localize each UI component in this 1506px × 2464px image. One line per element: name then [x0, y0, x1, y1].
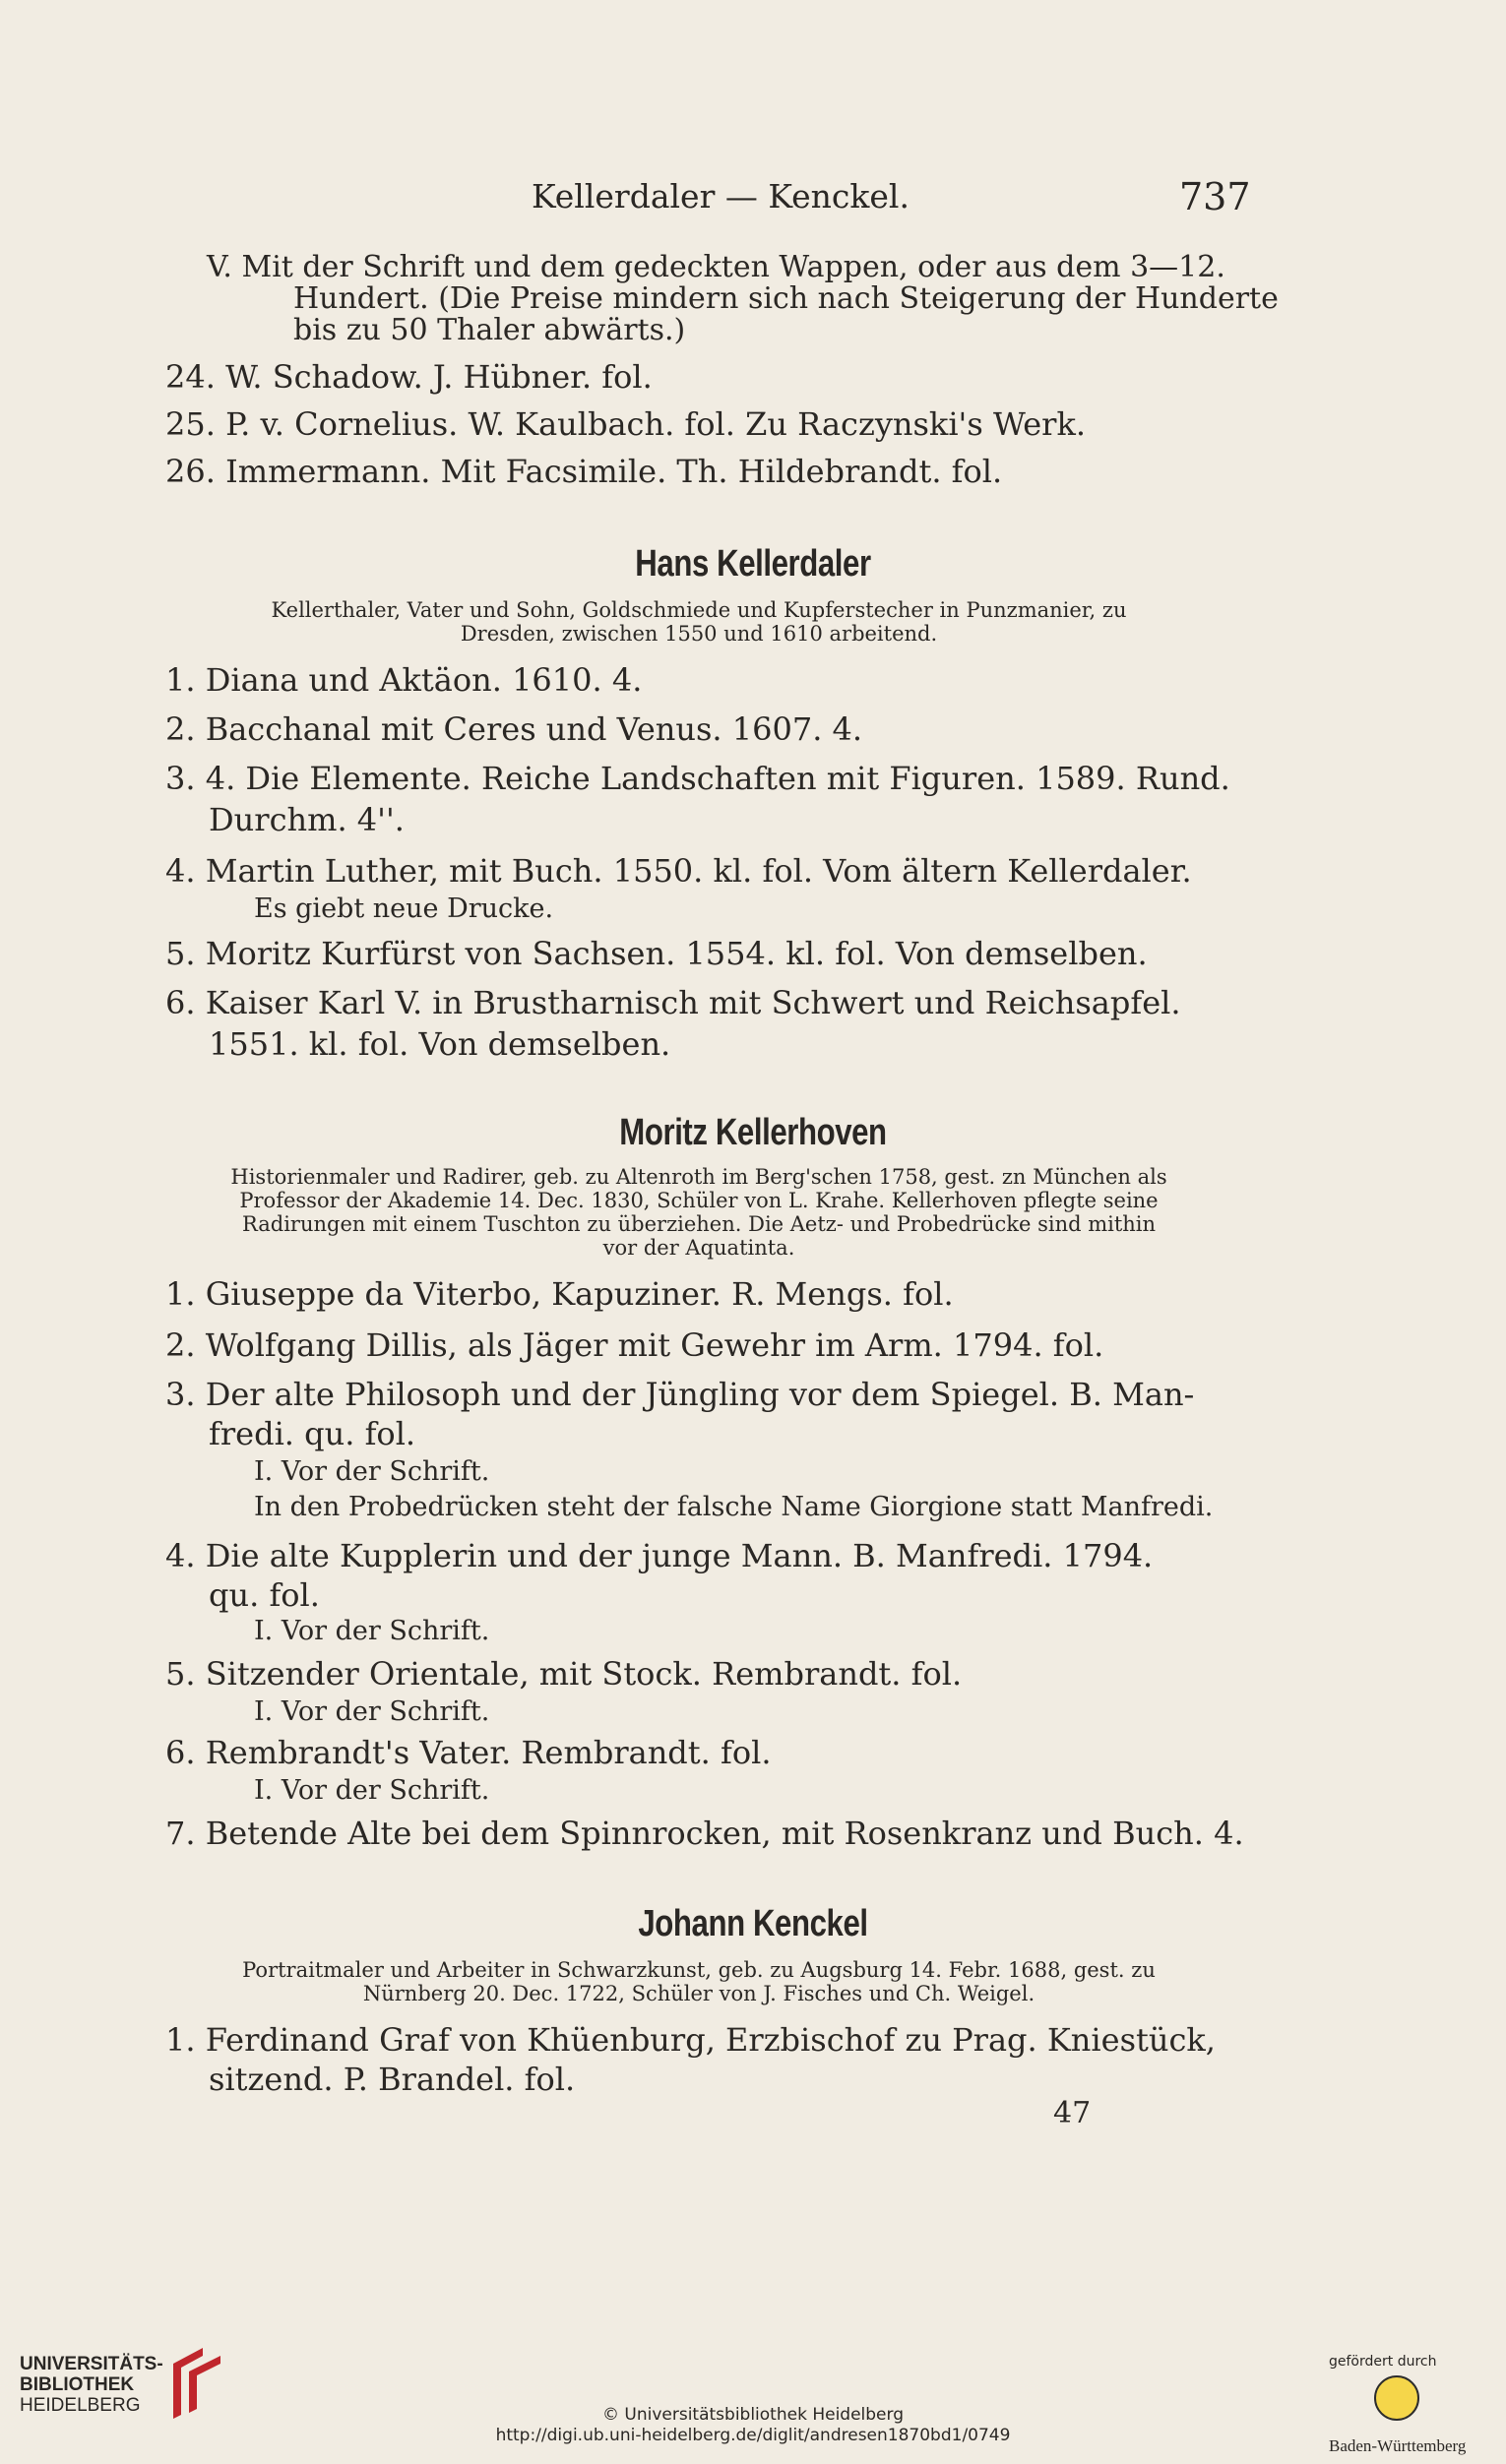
note-line: I. Vor der Schrift.: [254, 1456, 490, 1487]
text-line: 1551. kl. fol. Von demselben.: [209, 1025, 671, 1063]
list-item: 1. Ferdinand Graf von Khüenburg, Erzbischof zu Prag. Kniestück,: [165, 2021, 1216, 2059]
bio-line: Portraitmaler und Arbeiter in Schwarzkunst, geb. zu Augsburg 14. Febr. 1688, gest. zu: [242, 1958, 1156, 1982]
text-line: sitzend. P. Brandel. fol.: [209, 2061, 576, 2098]
copyright-text: © Universitätsbibliothek Heidelberg: [601, 2405, 904, 2425]
list-item: 2. Wolfgang Dillis, als Jäger mit Gewehr im Arm. 1794. fol.: [165, 1326, 1104, 1364]
coat-of-arms-icon: [1374, 2375, 1419, 2421]
permalink[interactable]: http://digi.ub.uni-heidelberg.de/diglit/andresen1870bd1/0749: [495, 2426, 1011, 2445]
text-line: V. Mit der Schrift und dem gedeckten Wappen, oder aus dem 3—12.: [207, 250, 1225, 284]
bio-line: vor der Aquatinta.: [602, 1236, 795, 1260]
bio-line: Kellerthaler, Vater und Sohn, Goldschmiede und Kupferstecher in Punzmanier, zu: [271, 598, 1127, 622]
bio-line: Radirungen mit einem Tuschton zu überziehen. Die Aetz- und Probedrücke sind mithin: [241, 1212, 1157, 1236]
list-item: 3. Der alte Philosoph und der Jüngling vor dem Spiegel. B. Man-: [165, 1376, 1195, 1413]
list-item: 2. Bacchanal mit Ceres und Venus. 1607. 4.: [165, 710, 863, 748]
list-item: 6. Kaiser Karl V. in Brustharnisch mit Schwert und Reichsapfel.: [165, 984, 1181, 1021]
note-line: I. Vor der Schrift.: [254, 1616, 490, 1646]
list-item: 26. Immermann. Mit Facsimile. Th. Hildebrandt. fol.: [165, 453, 1003, 490]
text-line: qu. fol.: [209, 1576, 320, 1614]
section-heading: Hans Kellerdaler: [635, 543, 871, 585]
footer-credits: [0, 2405, 1506, 2446]
list-item: 1. Giuseppe da Viterbo, Kapuziner. R. Mengs. fol.: [165, 1275, 954, 1313]
bio-line: Dresden, zwischen 1550 und 1610 arbeitend.: [460, 622, 938, 646]
section-heading: Johann Kenckel: [638, 1903, 868, 1944]
funded-by-label: gefördert durch: [1329, 2354, 1437, 2370]
library-name: UNIVERSITÄTS- BIBLIOTHEK HEIDELBERG: [20, 2354, 163, 2416]
list-item: 1. Diana und Aktäon. 1610. 4.: [165, 661, 643, 699]
list-item: 4. Die alte Kupplerin und der junge Mann. B. Manfredi. 1794.: [165, 1537, 1154, 1574]
funder-name: Baden-Württemberg: [1329, 2436, 1467, 2455]
list-item: 24. W. Schadow. J. Hübner. fol.: [165, 358, 653, 396]
text-line: fredi. qu. fol.: [209, 1415, 416, 1452]
list-item: 3. 4. Die Elemente. Reiche Landschaften mit Figuren. 1589. Rund.: [165, 760, 1230, 797]
text-line: bis zu 50 Thaler abwärts.): [293, 313, 686, 347]
text-line: Hundert. (Die Preise mindern sich nach Steigerung der Hunderte: [293, 281, 1279, 316]
bio-line: Nürnberg 20. Dec. 1722, Schüler von J. Fisches und Ch. Weigel.: [362, 1982, 1035, 2005]
bio-line: Professor der Akademie 14. Dec. 1830, Schüler von L. Krahe. Kellerhoven pflegte seine: [239, 1189, 1159, 1212]
list-item: 7. Betende Alte bei dem Spinnrocken, mit Rosenkranz und Buch. 4.: [165, 1815, 1244, 1852]
running-title: Kellerdaler — Kenckel.: [532, 177, 910, 216]
list-item: 5. Sitzender Orientale, mit Stock. Rembrandt. fol.: [165, 1655, 963, 1693]
section-heading: Moritz Kellerhoven: [619, 1112, 887, 1153]
note-line: Es giebt neue Drucke.: [254, 893, 554, 924]
note-line: I. Vor der Schrift.: [254, 1775, 490, 1806]
list-item: 4. Martin Luther, mit Buch. 1550. kl. fol. Vom ältern Kellerdaler.: [165, 852, 1192, 890]
bio-line: Historienmaler und Radirer, geb. zu Altenroth im Berg'schen 1758, gest. zn München als: [230, 1165, 1167, 1189]
list-item: 25. P. v. Cornelius. W. Kaulbach. fol. Zu Raczynski's Werk.: [165, 405, 1087, 443]
printer-signature: 47: [1053, 2096, 1092, 2130]
list-item: 5. Moritz Kurfürst von Sachsen. 1554. kl. fol. Von demselben.: [165, 935, 1148, 972]
page-number: 737: [1179, 175, 1251, 218]
note-line: I. Vor der Schrift.: [254, 1696, 490, 1727]
note-line: In den Probedrücken steht der falsche Name Giorgione statt Manfredi.: [254, 1492, 1214, 1522]
text-line: Durchm. 4''.: [209, 801, 405, 838]
list-item: 6. Rembrandt's Vater. Rembrandt. fol.: [165, 1734, 772, 1771]
